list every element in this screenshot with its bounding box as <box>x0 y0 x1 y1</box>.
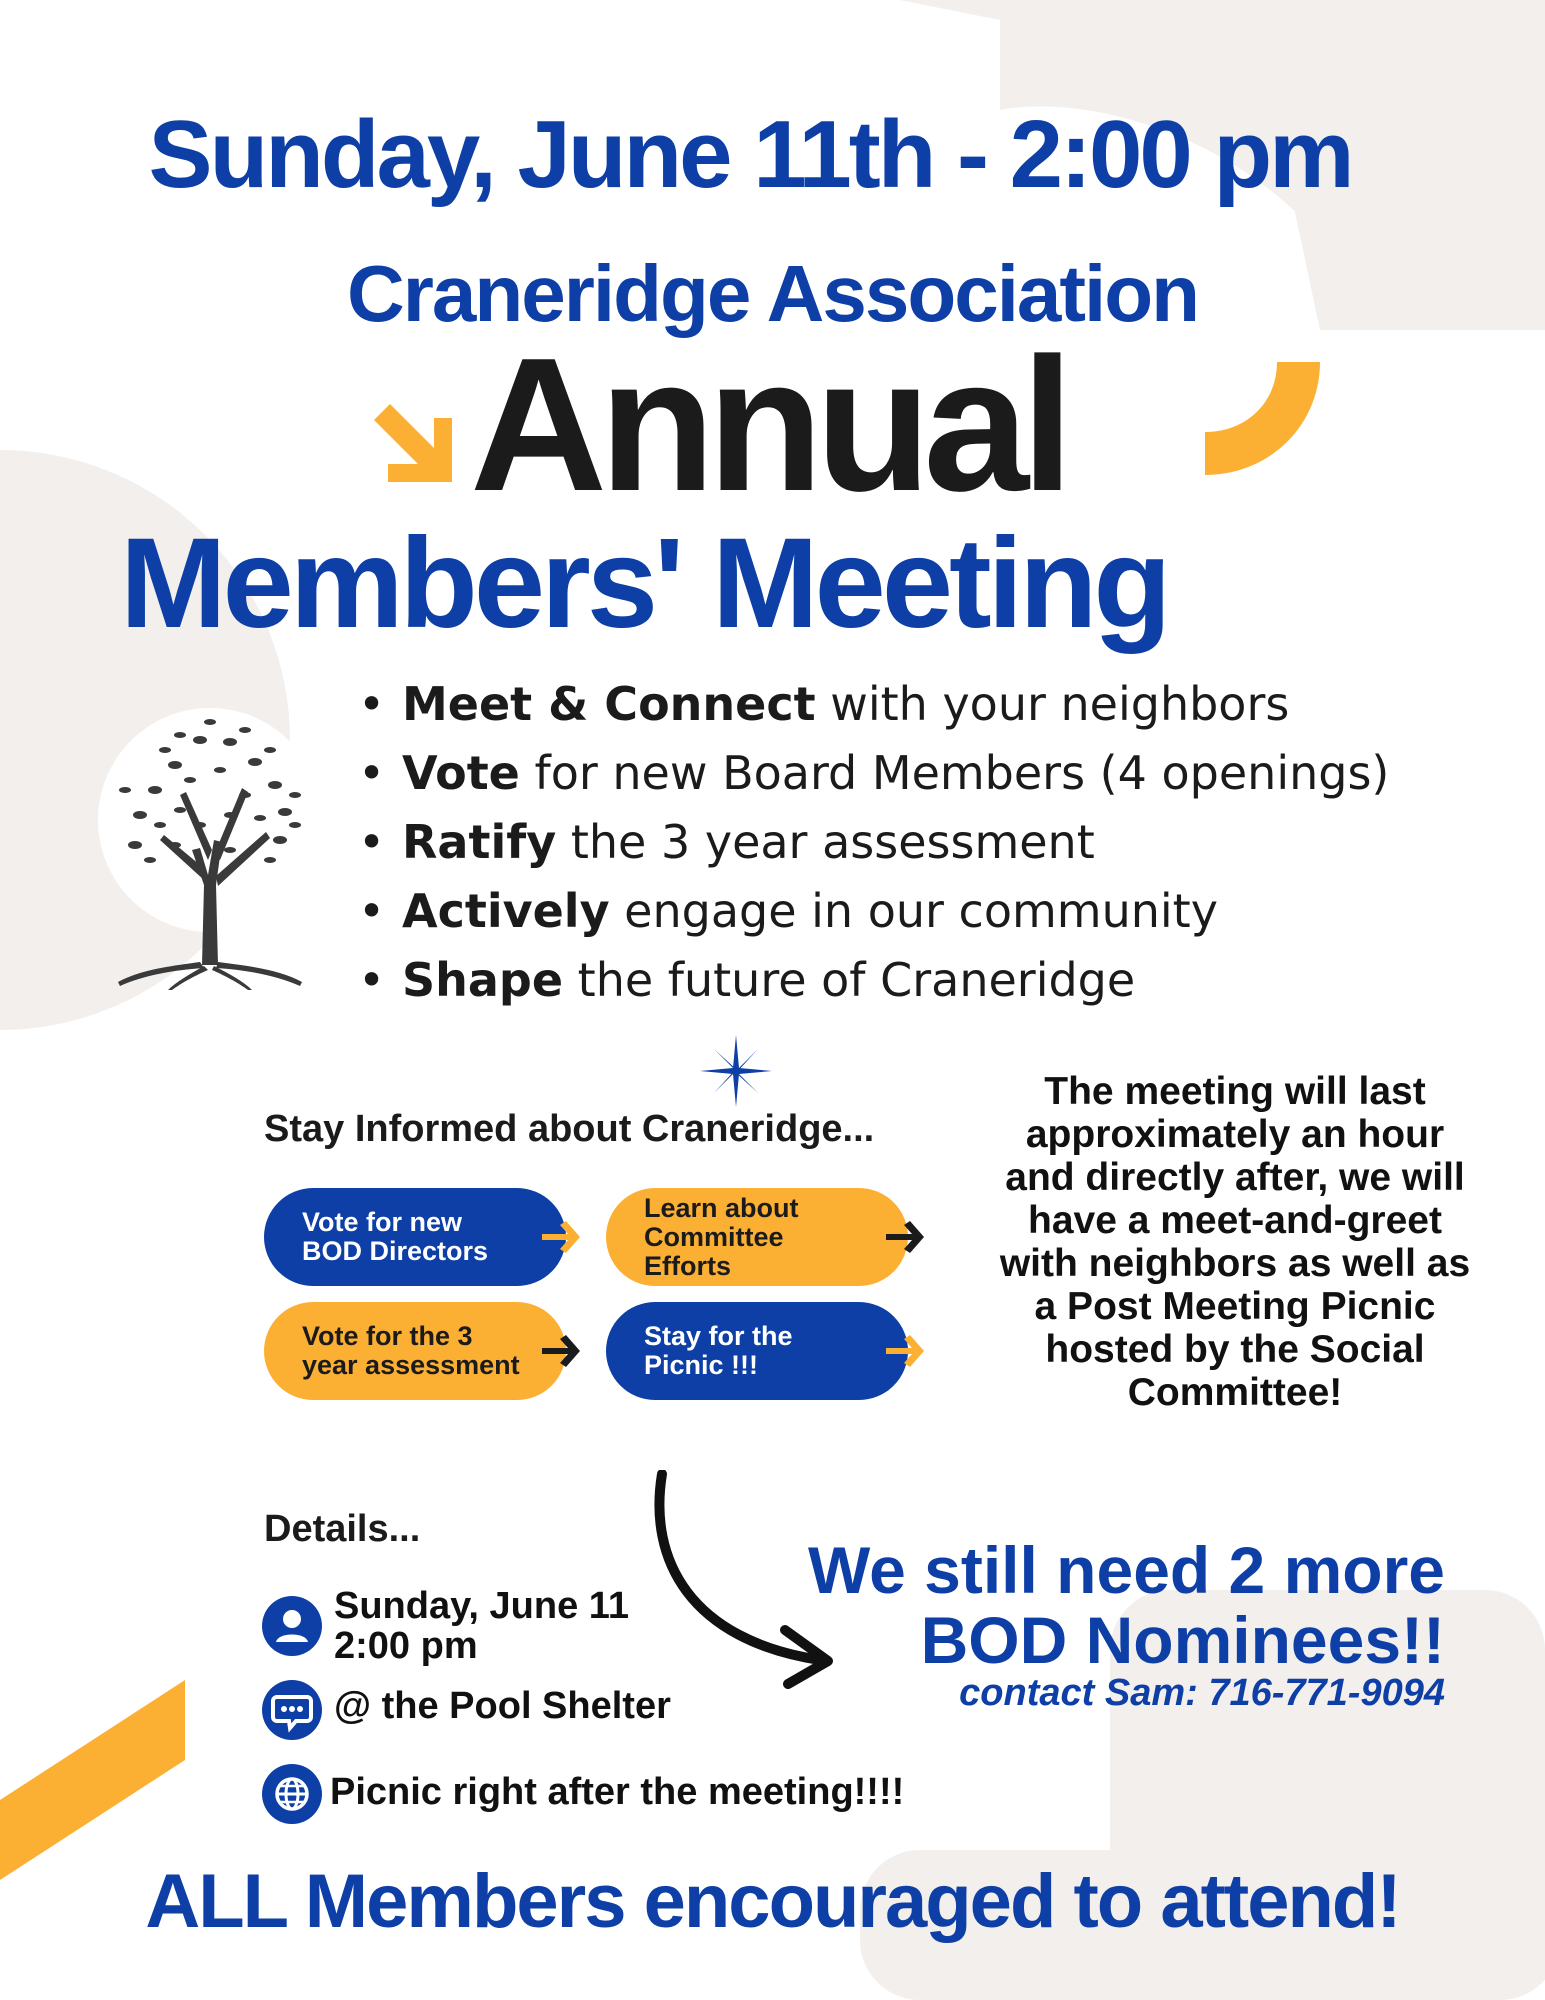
closing-message: ALL Members encouraged to attend! <box>145 1859 1400 1944</box>
list-item: • Meet & Connect with your neighbors <box>358 677 1290 731</box>
title-members-meeting: Members' Meeting <box>120 512 1168 655</box>
detail-picnic: Picnic right after the meeting!!!! <box>330 1771 905 1813</box>
globe-icon <box>262 1764 322 1824</box>
details-heading: Details... <box>264 1508 421 1550</box>
pill-stay-for-picnic: Stay for the Picnic !!! <box>606 1302 908 1400</box>
pill-vote-bod-directors: Vote for new BOD Directors <box>264 1188 566 1286</box>
list-item: • Vote for new Board Members (4 openings) <box>358 746 1390 800</box>
contact-info: contact Sam: 716-771-9094 <box>959 1672 1445 1714</box>
arrow-right-icon <box>884 1334 926 1368</box>
detail-date-time: Sunday, June 11 2:00 pm <box>334 1585 629 1667</box>
pill-vote-3-year-assessment: Vote for the 3 year assessment <box>264 1302 566 1400</box>
tree-icon <box>80 700 340 990</box>
sparkle-icon <box>700 1035 772 1107</box>
benefit-list <box>358 676 1389 1021</box>
pill-learn-committee-efforts: Learn about Committee Efforts <box>606 1188 908 1286</box>
title-annual: Annual <box>470 319 1066 531</box>
arrow-down-right-icon <box>372 402 458 488</box>
association-name: Craneridge Association <box>346 249 1199 338</box>
chat-bubble-icon <box>262 1680 322 1740</box>
list-item: • Ratify the 3 year assessment <box>358 815 1095 869</box>
arrow-right-icon <box>540 1334 582 1368</box>
meeting-note: The meeting will last approximately an hour and directly after, we will have a meet-and-greet with neighbors as well as a Post Meeting Picnic hosted by the Social Committee! <box>999 1070 1471 1414</box>
nominee-heading: We still need 2 more BOD Nominees!! <box>808 1533 1445 1677</box>
person-icon <box>262 1596 322 1656</box>
yellow-arc-decoration <box>1195 360 1325 480</box>
date-time-heading: Sunday, June 11th - 2:00 pm <box>148 101 1352 208</box>
detail-location: @ the Pool Shelter <box>334 1685 671 1727</box>
arrow-right-icon <box>540 1220 582 1254</box>
list-item: • Actively engage in our community <box>358 884 1218 938</box>
arrow-right-icon <box>884 1220 926 1254</box>
stay-informed-heading: Stay Informed about Craneridge... <box>264 1108 875 1150</box>
list-item: • Shape the future of Craneridge <box>358 953 1136 1007</box>
